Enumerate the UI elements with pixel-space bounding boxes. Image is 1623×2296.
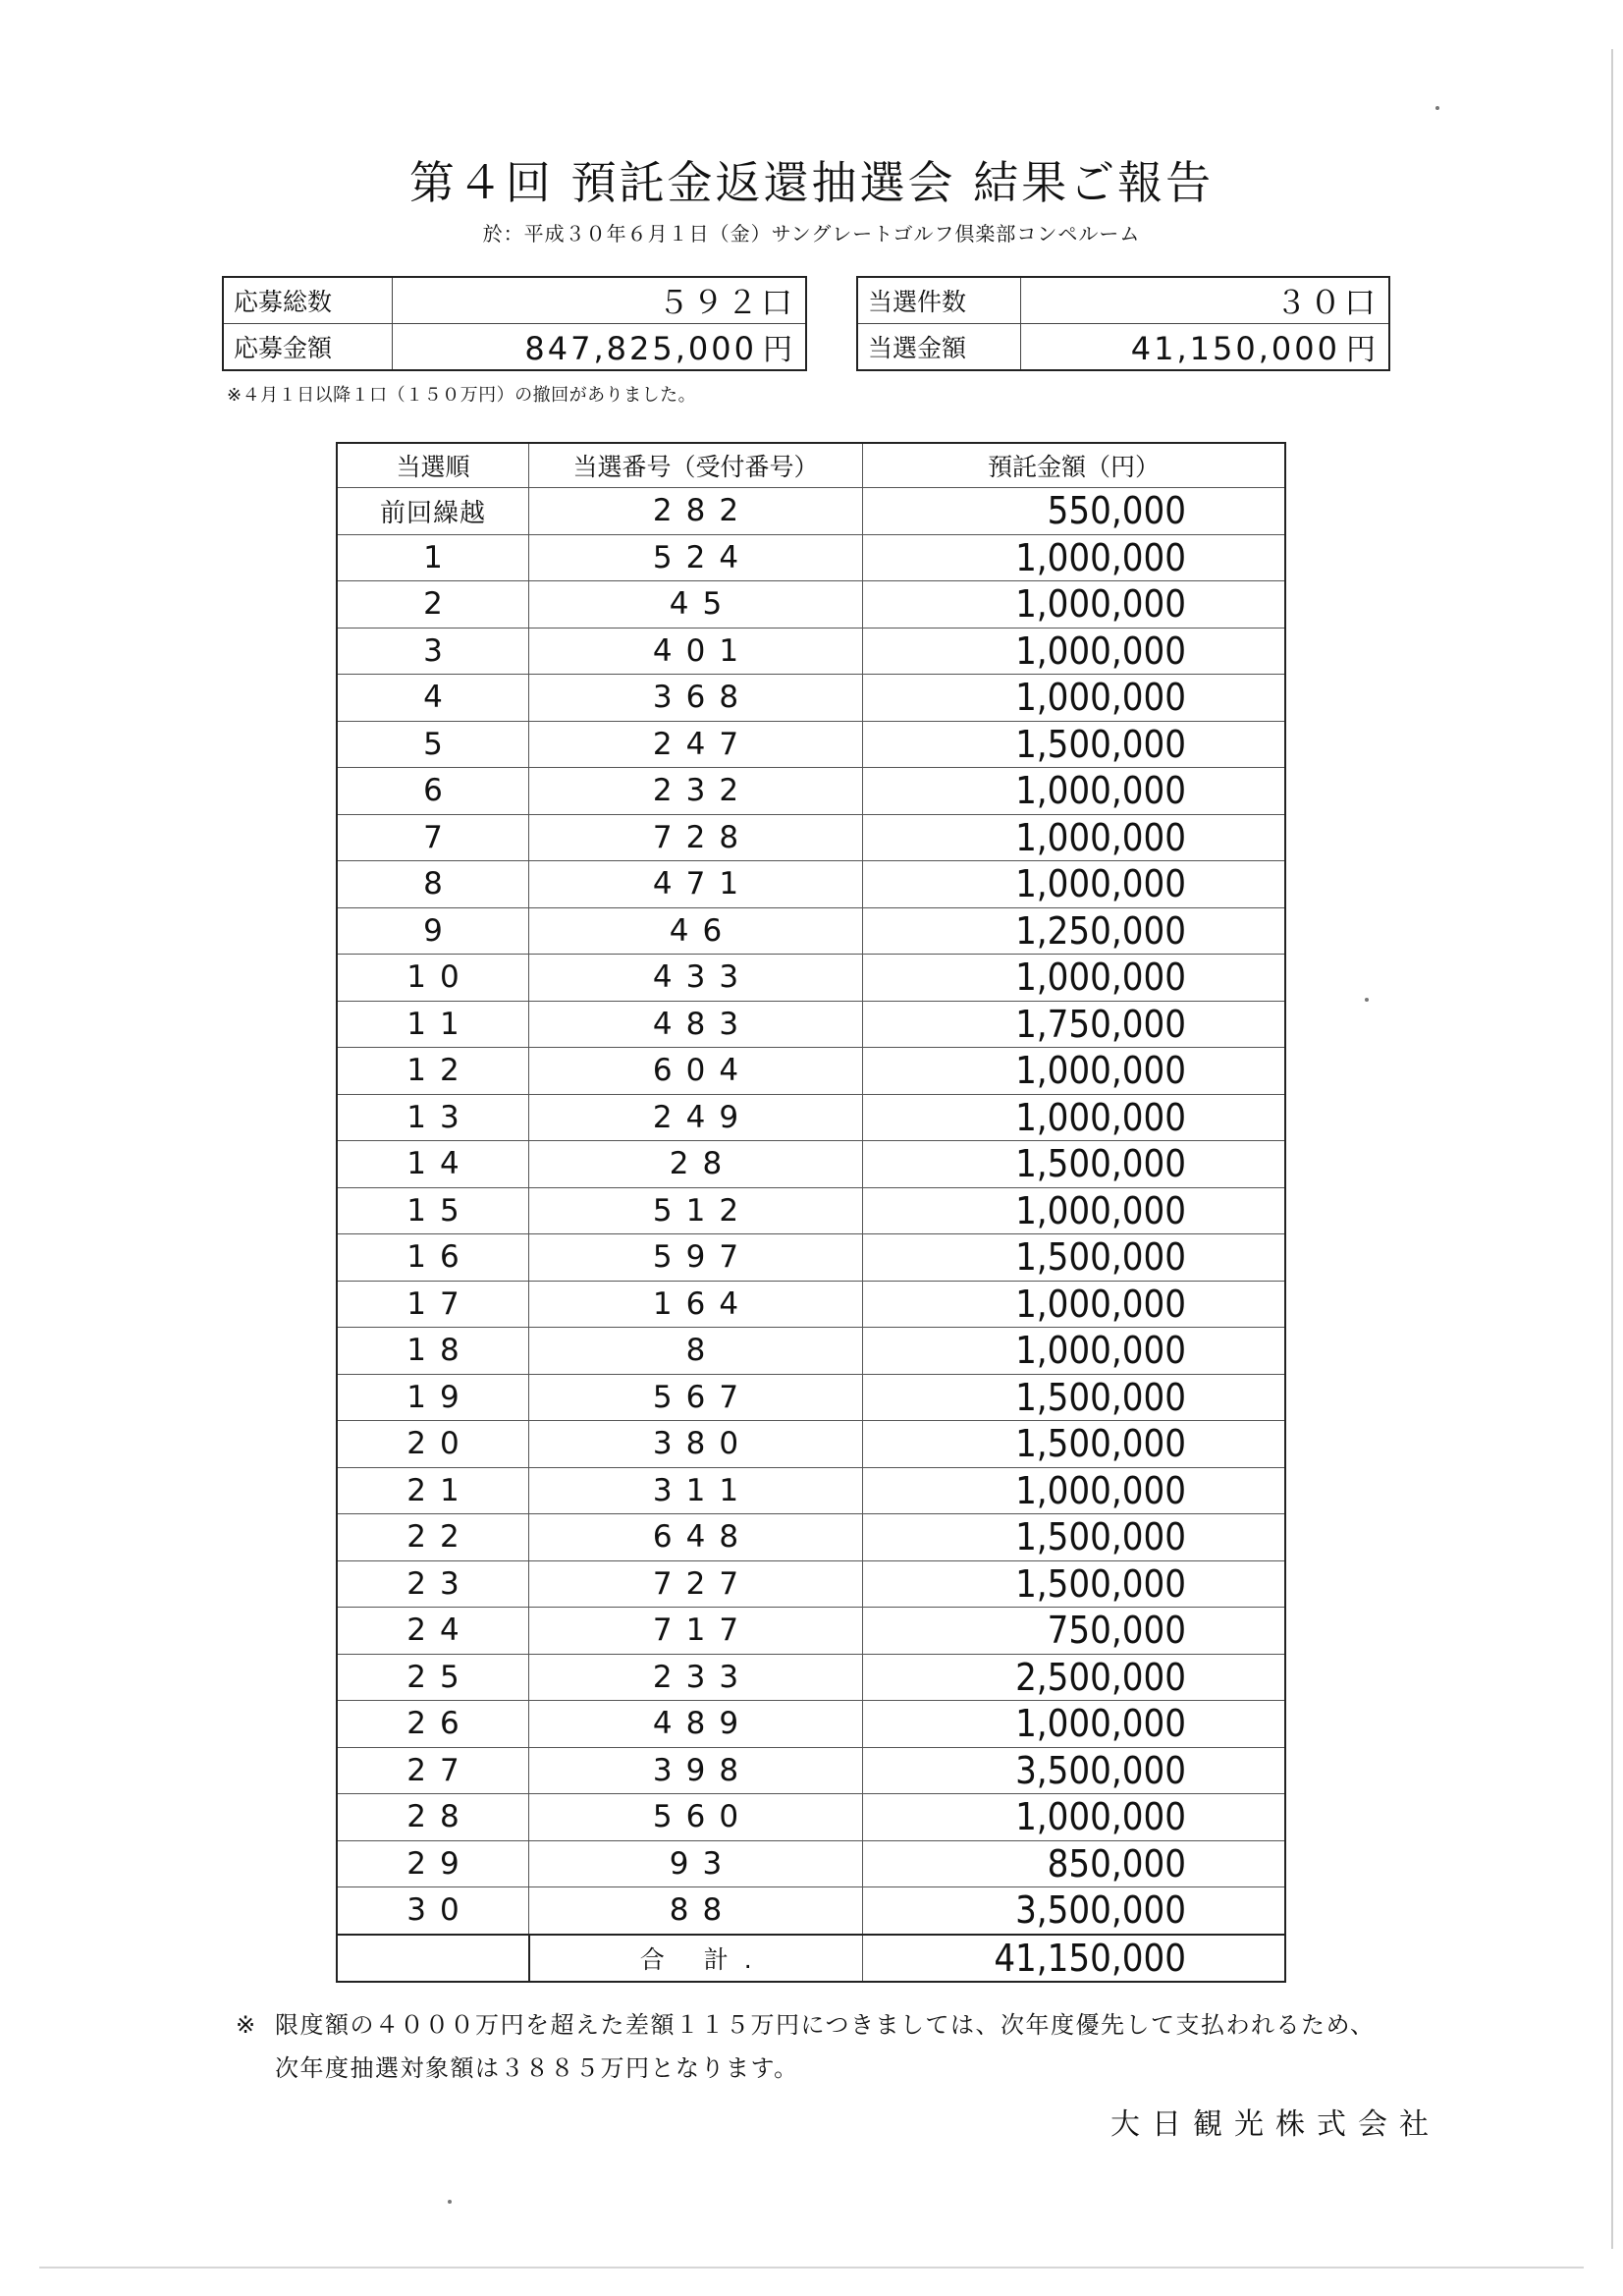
summary-value	[1021, 324, 1389, 371]
number-cell: 398	[529, 1747, 863, 1794]
amount-cell: 1,000,000	[863, 955, 1286, 1002]
table-row	[337, 1840, 1285, 1887]
table-row	[337, 1560, 1285, 1608]
footnote-line-2: 次年度抽選対象額は３８８５万円となります。	[275, 2054, 799, 2082]
amount-cell: 1,000,000	[863, 534, 1286, 581]
number-cell: 247	[529, 721, 863, 768]
page-subtitle: 於：平成３０年６月１日（金）サングレートゴルフ倶楽部コンペルーム	[482, 222, 1141, 246]
table-row	[337, 1234, 1285, 1282]
results-body	[337, 488, 1285, 1983]
amount-cell: 1,000,000	[863, 1281, 1286, 1328]
summary-value	[392, 277, 806, 324]
amount-cell: 1,000,000	[863, 814, 1286, 861]
rank-cell: 16	[337, 1234, 529, 1282]
summary-label: 応募金額	[223, 324, 392, 371]
rank-cell: 25	[337, 1654, 529, 1701]
amount-cell: 1,000,000	[863, 1094, 1286, 1141]
summary-applications	[222, 276, 807, 371]
rank-cell: 10	[337, 955, 529, 1002]
table-row	[337, 628, 1285, 675]
scan-speck	[1435, 106, 1439, 110]
amount-cell: 1,250,000	[863, 907, 1286, 955]
rank-cell: 26	[337, 1701, 529, 1748]
number-cell: 401	[529, 628, 863, 675]
number-cell: 380	[529, 1421, 863, 1468]
number-cell: 164	[529, 1281, 863, 1328]
amount-cell: 1,000,000	[863, 1048, 1286, 1095]
rank-cell: 23	[337, 1560, 529, 1608]
summary-winners	[856, 276, 1390, 371]
number-cell: 524	[529, 534, 863, 581]
table-row	[337, 955, 1285, 1002]
amount-cell: 1,000,000	[863, 675, 1286, 722]
rank-cell: 3	[337, 628, 529, 675]
amount-cell: 1,000,000	[863, 1794, 1286, 1841]
rank-cell: 24	[337, 1608, 529, 1655]
summary-label: 応募総数	[223, 277, 392, 324]
table-row	[337, 1421, 1285, 1468]
number-cell: 249	[529, 1094, 863, 1141]
amount-cell: 1,000,000	[863, 628, 1286, 675]
amount-cell: 750,000	[863, 1608, 1286, 1655]
rank-cell: 7	[337, 814, 529, 861]
number-cell: 282	[529, 488, 863, 535]
rank-cell: 22	[337, 1514, 529, 1561]
rank-cell: 30	[337, 1887, 529, 1935]
amount-cell: 1,000,000	[863, 768, 1286, 815]
number-cell: 28	[529, 1141, 863, 1188]
table-row	[337, 1141, 1285, 1188]
table-row	[337, 1514, 1285, 1561]
header-amount: 預託金額（円）	[863, 443, 1286, 488]
number-cell: 368	[529, 675, 863, 722]
number-cell: 728	[529, 814, 863, 861]
amount-cell: 550,000	[863, 488, 1286, 535]
summary-value-text: ３０口	[1274, 284, 1379, 321]
rank-cell: 15	[337, 1187, 529, 1234]
amount-cell: 1,000,000	[863, 581, 1286, 629]
summary-label: 当選件数	[857, 277, 1021, 324]
rank-cell: 19	[337, 1374, 529, 1421]
rank-cell: 28	[337, 1794, 529, 1841]
results-table	[336, 442, 1286, 1983]
table-row	[337, 1374, 1285, 1421]
total-spacer	[337, 1935, 529, 1983]
footnote-mark: ※	[236, 2011, 257, 2039]
amount-cell: 2,500,000	[863, 1654, 1286, 1701]
rank-cell: 6	[337, 768, 529, 815]
rank-cell: 11	[337, 1001, 529, 1048]
number-cell: 311	[529, 1467, 863, 1514]
rank-cell: 8	[337, 861, 529, 908]
amount-cell: 1,000,000	[863, 1187, 1286, 1234]
footnote-text-1: 限度額の４０００万円を超えた差額１１５万円につきましては、次年度優先して支払われるため、	[275, 2011, 1376, 2039]
rank-cell: 21	[337, 1467, 529, 1514]
number-cell: 45	[529, 581, 863, 629]
rank-cell: 14	[337, 1141, 529, 1188]
rank-cell: 13	[337, 1094, 529, 1141]
number-cell: 93	[529, 1840, 863, 1887]
table-row	[337, 1001, 1285, 1048]
number-cell: 8	[529, 1328, 863, 1375]
table-row	[337, 907, 1285, 955]
header-number: 当選番号（受付番号）	[529, 443, 863, 488]
summary-value-text: 847,825,000	[524, 330, 757, 367]
scan-speck	[1365, 998, 1369, 1002]
table-row	[337, 1701, 1285, 1748]
results-header-row	[337, 443, 1285, 488]
table-row	[337, 814, 1285, 861]
scan-bottom-line	[39, 2267, 1584, 2269]
table-row	[337, 675, 1285, 722]
summary-value	[392, 324, 806, 371]
rank-cell: 4	[337, 675, 529, 722]
number-cell: 567	[529, 1374, 863, 1421]
number-cell: 483	[529, 1001, 863, 1048]
summary-value-text: 41,150,000	[1130, 330, 1340, 367]
amount-cell: 1,750,000	[863, 1001, 1286, 1048]
total-label: 合 計.	[529, 1935, 863, 1983]
number-cell: 46	[529, 907, 863, 955]
number-cell: 727	[529, 1560, 863, 1608]
summary-value	[1021, 277, 1389, 324]
number-cell: 471	[529, 861, 863, 908]
rank-cell: 12	[337, 1048, 529, 1095]
amount-cell: 1,000,000	[863, 1328, 1286, 1375]
table-row	[337, 1328, 1285, 1375]
number-cell: 717	[529, 1608, 863, 1655]
amount-cell: 3,500,000	[863, 1887, 1286, 1935]
scan-speck	[448, 2200, 452, 2204]
number-cell: 512	[529, 1187, 863, 1234]
number-cell: 648	[529, 1514, 863, 1561]
number-cell: 560	[529, 1794, 863, 1841]
table-row	[337, 1654, 1285, 1701]
rank-cell: 2	[337, 581, 529, 629]
amount-cell: 3,500,000	[863, 1747, 1286, 1794]
amount-cell: 1,500,000	[863, 721, 1286, 768]
number-cell: 88	[529, 1887, 863, 1935]
number-cell: 232	[529, 768, 863, 815]
summary-value-text: ５９２口	[657, 284, 795, 321]
summary-unit: 円	[763, 333, 795, 367]
summary-row	[223, 324, 806, 371]
summary-unit: 円	[1346, 333, 1379, 367]
number-cell: 233	[529, 1654, 863, 1701]
rank-cell: 17	[337, 1281, 529, 1328]
table-row	[337, 534, 1285, 581]
number-cell: 597	[529, 1234, 863, 1282]
rank-cell: 18	[337, 1328, 529, 1375]
amount-cell: 1,500,000	[863, 1421, 1286, 1468]
table-row	[337, 581, 1285, 629]
amount-cell: 1,500,000	[863, 1560, 1286, 1608]
table-row	[337, 1467, 1285, 1514]
rank-cell: 9	[337, 907, 529, 955]
table-row	[337, 1608, 1285, 1655]
table-row	[337, 1187, 1285, 1234]
summary-row	[223, 277, 806, 324]
rank-cell: 前回繰越	[337, 488, 529, 535]
table-row	[337, 1747, 1285, 1794]
table-row	[337, 721, 1285, 768]
summary-label: 当選金額	[857, 324, 1021, 371]
table-row	[337, 1048, 1285, 1095]
table-row	[337, 861, 1285, 908]
withdrawal-note: ※４月１日以降１口（１５０万円）の撤回がありました。	[227, 385, 697, 406]
total-row	[337, 1935, 1285, 1983]
header-rank: 当選順	[337, 443, 529, 488]
amount-cell: 1,500,000	[863, 1141, 1286, 1188]
number-cell: 489	[529, 1701, 863, 1748]
number-cell: 604	[529, 1048, 863, 1095]
table-row	[337, 488, 1285, 535]
footnote-line-1	[236, 2003, 1376, 2047]
table-row	[337, 1281, 1285, 1328]
amount-cell: 1,000,000	[863, 1701, 1286, 1748]
total-amount: 41,150,000	[863, 1935, 1286, 1983]
rank-cell: 20	[337, 1421, 529, 1468]
amount-cell: 850,000	[863, 1840, 1286, 1887]
summary-row	[857, 324, 1389, 371]
footnote	[236, 2003, 1376, 2090]
summary-row	[857, 277, 1389, 324]
rank-cell: 29	[337, 1840, 529, 1887]
amount-cell: 1,500,000	[863, 1374, 1286, 1421]
amount-cell: 1,500,000	[863, 1514, 1286, 1561]
amount-cell: 1,000,000	[863, 1467, 1286, 1514]
rank-cell: 27	[337, 1747, 529, 1794]
table-row	[337, 1094, 1285, 1141]
company-name: 大日観光株式会社	[1110, 2107, 1440, 2142]
scan-edge-line	[1611, 49, 1613, 2249]
number-cell: 433	[529, 955, 863, 1002]
amount-cell: 1,000,000	[863, 861, 1286, 908]
rank-cell: 1	[337, 534, 529, 581]
page-title: 第４回 預託金返還抽選会 結果ご報告	[408, 156, 1215, 209]
table-row	[337, 1794, 1285, 1841]
table-row	[337, 1887, 1285, 1935]
table-row	[337, 768, 1285, 815]
rank-cell: 5	[337, 721, 529, 768]
amount-cell: 1,500,000	[863, 1234, 1286, 1282]
